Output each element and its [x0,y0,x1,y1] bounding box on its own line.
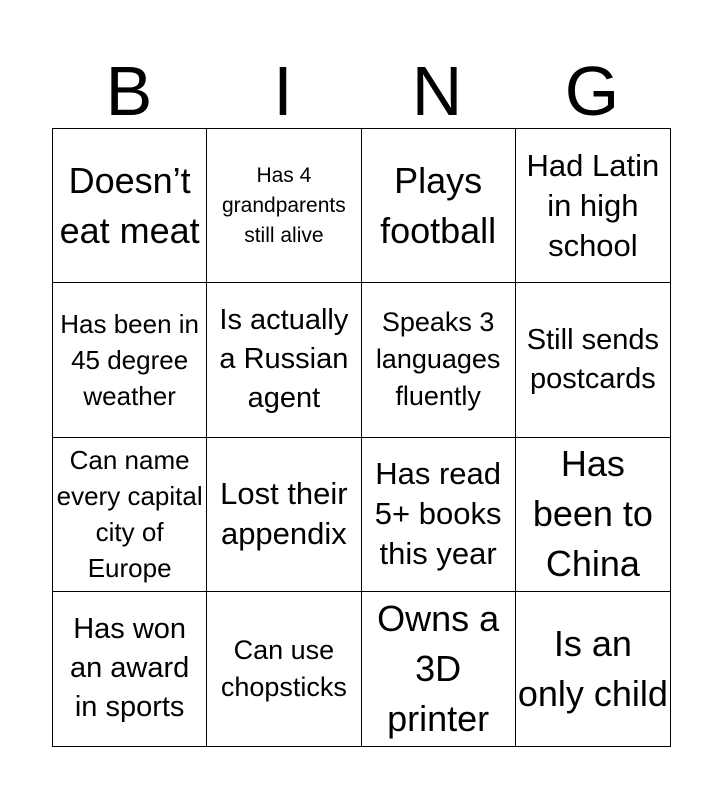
bingo-cell[interactable] [207,283,361,437]
cell-text: Is an only child [517,622,668,714]
title-letter-g: G [564,52,620,130]
bingo-cell[interactable] [207,129,361,283]
title-letter-i: I [273,52,293,130]
cell-text: Doesn’t eat meat [59,159,200,251]
bingo-cell[interactable] [362,283,516,437]
bingo-cell[interactable] [53,438,207,592]
cell-text: Has read 5+ books this year [374,456,502,572]
title-letter-n: N [411,52,463,130]
bingo-cell[interactable] [516,129,670,283]
cell-text: Has been in 45 degree weather [60,308,199,411]
cell-text: Can use chopsticks [220,634,347,702]
cell-text: Has been to China [532,443,653,585]
cell-text: Plays football [380,159,497,251]
bingo-cell[interactable] [53,283,207,437]
bingo-cell[interactable] [53,592,207,746]
cell-text: Can name every capital city of Europe [56,445,203,584]
cell-text: Has 4 grandparents still alive [221,163,346,247]
cell-text: Still sends postcards [526,323,659,395]
bingo-cell[interactable] [362,438,516,592]
bingo-cell[interactable] [207,438,361,592]
cell-text: Speaks 3 languages fluently [375,307,501,412]
bingo-cell[interactable] [53,129,207,283]
bingo-cell[interactable] [362,129,516,283]
cell-text: Owns a 3D printer [377,597,500,739]
bingo-board [52,128,671,747]
bingo-cell[interactable] [516,592,670,746]
cell-text: Has won an award in sports [69,613,190,724]
cell-text: Had Latin in high school [526,147,660,263]
bingo-cell[interactable] [516,438,670,592]
bingo-cell[interactable] [362,592,516,746]
bingo-cell[interactable] [516,283,670,437]
cell-text: Lost their appendix [220,476,348,552]
title-letter-b: B [105,52,153,130]
bingo-cell[interactable] [207,592,361,746]
cell-text: Is actually a Russian agent [219,304,349,415]
